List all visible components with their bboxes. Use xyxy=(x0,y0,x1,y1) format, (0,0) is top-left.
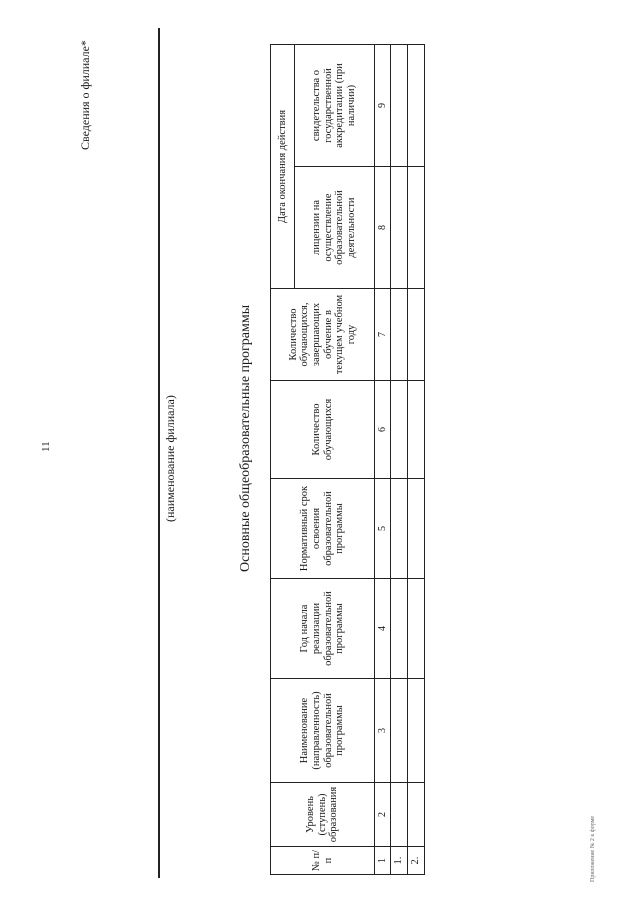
column-number: 4 xyxy=(375,579,391,679)
column-number: 6 xyxy=(375,381,391,479)
table-cell xyxy=(408,783,425,847)
table-row xyxy=(408,45,425,875)
programs-table-container xyxy=(270,45,425,875)
table-cell xyxy=(391,167,408,289)
page-number: 11 xyxy=(40,441,52,452)
table-cell xyxy=(408,479,425,579)
row-number: 1. xyxy=(391,847,408,875)
section-title: Основные общеобразовательные программы xyxy=(238,304,253,572)
table-cell xyxy=(391,679,408,783)
column-number: 7 xyxy=(375,289,391,381)
table-cell xyxy=(408,289,425,381)
programs-table xyxy=(270,44,425,875)
filial-underline xyxy=(158,28,160,878)
table-cell xyxy=(391,579,408,679)
table-cell xyxy=(408,45,425,167)
filial-caption: (наименование филиала) xyxy=(163,395,177,522)
column-number: 1 xyxy=(375,847,391,875)
col-header-license: лицензии на осуществление образовательной деятельности xyxy=(294,167,374,289)
col-header-accreditation: свидетельства о государственной аккредитации (при наличии) xyxy=(294,45,374,167)
table-cell xyxy=(391,479,408,579)
table-cell xyxy=(408,381,425,479)
column-number: 5 xyxy=(375,479,391,579)
col-header-expiry-group: Дата окончания действия xyxy=(271,45,295,289)
column-number: 2 xyxy=(375,783,391,847)
table-cell xyxy=(391,381,408,479)
col-header-duration: Нормативный срок освоения образовательной программы xyxy=(271,479,375,579)
table-cell xyxy=(408,579,425,679)
header-right: Сведения о филиале* xyxy=(78,40,92,150)
table-cell xyxy=(408,167,425,289)
col-header-program-name: Наименование (направленность) образовательной программы xyxy=(271,679,375,783)
column-number: 9 xyxy=(375,45,391,167)
row-number: 2. xyxy=(408,847,425,875)
table-cell xyxy=(391,45,408,167)
table-cell xyxy=(391,289,408,381)
col-header-graduating: Количество обучающихся, завершающих обучение в текущем учебном году xyxy=(271,289,375,381)
table-cell xyxy=(391,783,408,847)
table-cell xyxy=(408,679,425,783)
table-row xyxy=(391,45,408,875)
footer-note: Приложение № 2 к форме xyxy=(590,815,596,882)
column-numbers-row xyxy=(375,45,391,875)
col-header-num: № п/п xyxy=(271,847,375,875)
col-header-level: Уровень (ступень) образования xyxy=(271,783,375,847)
column-number: 3 xyxy=(375,679,391,783)
col-header-start-year: Год начала реализации образовательной программы xyxy=(271,579,375,679)
column-number: 8 xyxy=(375,167,391,289)
col-header-students: Количество обучающихся xyxy=(271,381,375,479)
